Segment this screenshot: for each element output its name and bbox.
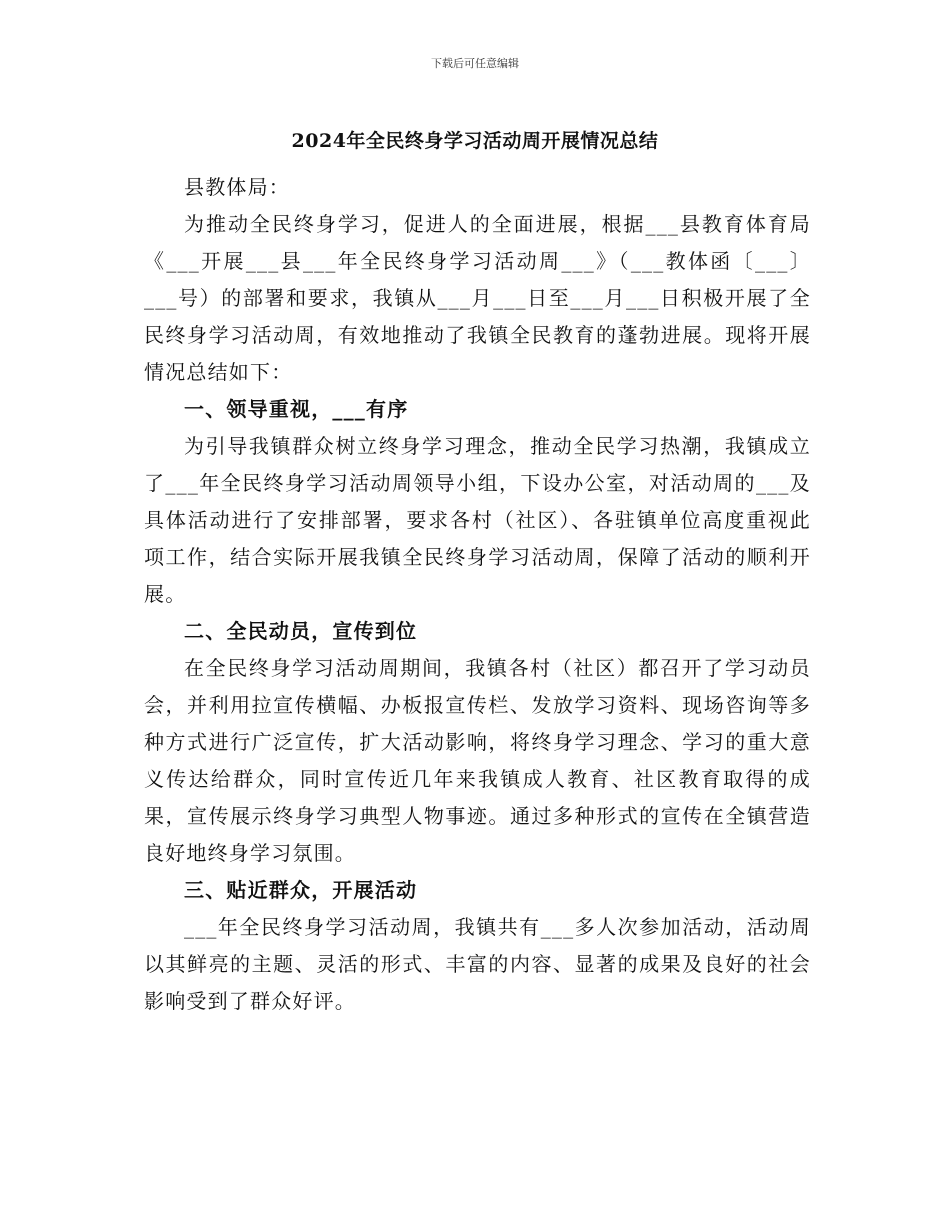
section-3-paragraph: ___年全民终身学习活动周，我镇共有___多人次参加活动，活动周以其鲜亮的主题、灵活的形式、丰富的内容、显著的成果及良好的社会影响受到了群众好评。 [144, 915, 811, 1013]
section-2-heading: 二、全民动员，宣传到位 [184, 619, 418, 643]
intro-paragraph: 为推动全民终身学习，促进人的全面进展，根据___县教育体育局《___开展___县___年全民终身学习活动周___》（___教体函〔___〕___号）的部署和要求，我镇从___月___日至___月___日积极开展了全民终身学习活动周，有效地推动了我镇全民教育的蓬勃进展。现将开展情况总结如下： [144, 212, 811, 384]
section-1-paragraph: 为引导我镇群众树立终身学习理念，推动全民学习热潮，我镇成立了___年全民终身学习活动周领导小组，下设办公室，对活动周的___及具体活动进行了安排部署，要求各村（社区）、各驻镇单位高度重视此项工作，结合实际开展我镇全民终身学习活动周，保障了活动的顺利开展。 [144, 434, 811, 606]
salutation: 县教体局： [184, 175, 290, 199]
section-2-paragraph: 在全民终身学习活动周期间，我镇各村（社区）都召开了学习动员会，并利用拉宣传横幅、办板报宣传栏、发放学习资料、现场咨询等多种方式进行广泛宣传，扩大活动影响，将终身学习理念、学习的重大意义传达给群众，同时宣传近几年来我镇成人教育、社区教育取得的成果，宣传展示终身学习典型人物事迹。通过多种形式的宣传在全镇营造良好地终身学习氛围。 [144, 656, 811, 865]
section-3-heading: 三、贴近群众，开展活动 [184, 878, 418, 902]
section-1-heading: 一、领导重视，___有序 [184, 397, 409, 421]
document-body [144, 169, 811, 1020]
header-note: 下载后可任意编辑 [431, 57, 519, 70]
document-title: 2024年全民终身学习活动周开展情况总结 [291, 130, 659, 152]
